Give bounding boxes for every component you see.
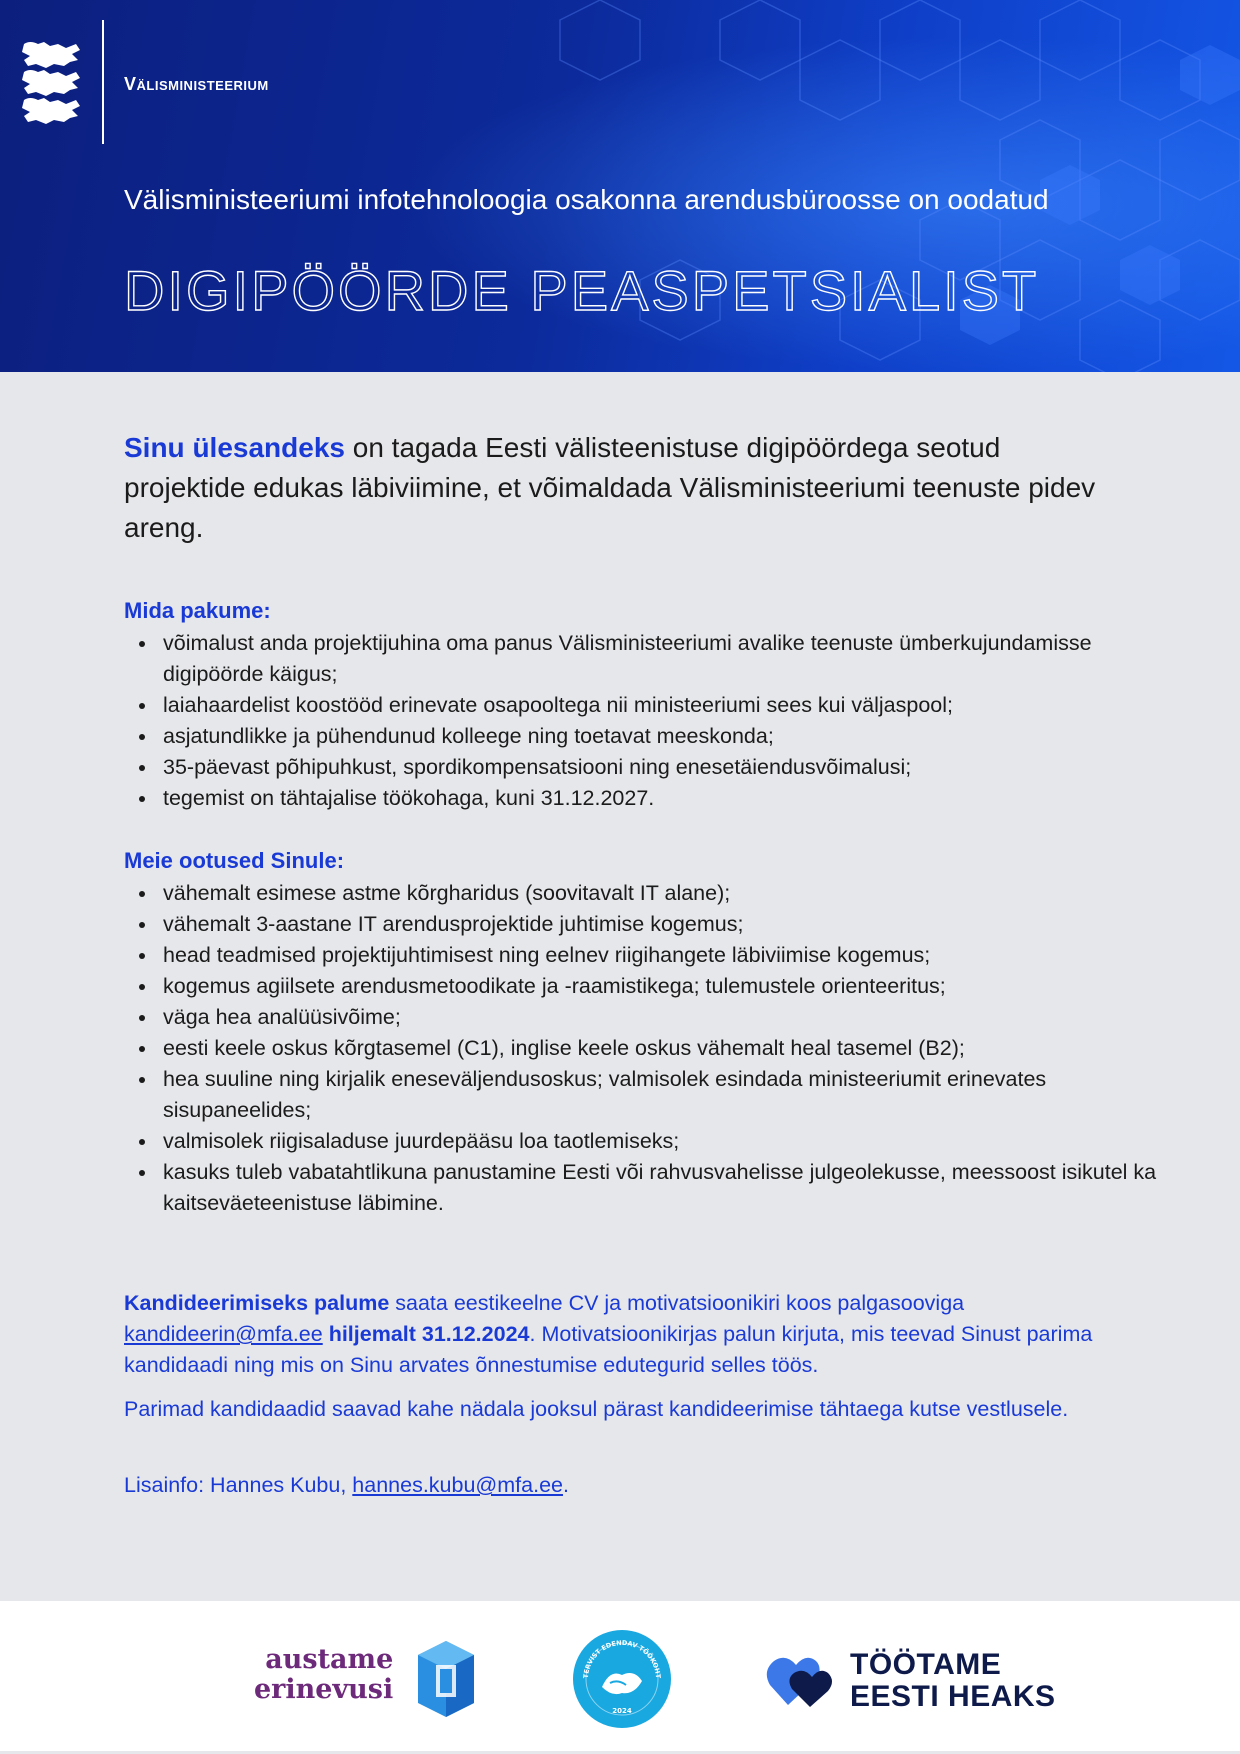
job-title: DIGIPÖÖRDE PEASPETSIALIST — [124, 259, 1040, 322]
tervist-edendav-tookoht-badge-icon — [572, 1629, 672, 1729]
apply-text-2: . Motivatsioonikirjas palun kirjuta, mis teevad Sinust parima kandidaadi ning mis on Sinu arvates õnnestumise edutegurid selles töös. — [124, 1322, 1093, 1377]
contact-email-link[interactable]: hannes.kubu@mfa.ee — [352, 1473, 563, 1497]
contact-suffix: . — [562, 1473, 569, 1497]
list-item: asjatundlikke ja pühendunud kolleege ning toetavat meeskonda; — [124, 721, 1164, 752]
apply-deadline: hiljemalt 31.12.2024 — [322, 1322, 530, 1346]
list-item: head teadmised projektijuhtimisest ning eelnev riigihangete läbiviimise kogemus; — [124, 940, 1164, 971]
list-item: tegemist on tähtajalise töökohaga, kuni 31.12.2027. — [124, 783, 1164, 814]
list-item: laiahaardelist koostööd erinevate osapooltega nii ministeeriumi sees kui väljaspool; — [124, 690, 1164, 721]
list-item: valmisolek riigisaladuse juurdepääsu loa taotlemiseks; — [124, 1126, 1164, 1157]
list-item: väga hea analüüsivõime; — [124, 1002, 1164, 1033]
tervist-label: TERVIST EDENDAV TÖÖKOHT — [581, 1638, 663, 1679]
list-item: vähemalt esimese astme kõrgharidus (soovitavalt IT alane); — [124, 878, 1164, 909]
list-item: võimalust anda projektijuhina oma panus Välisministeeriumi avalike teenuste ümberkujundamisse digipöörde käigus; — [124, 628, 1164, 690]
header-divider — [102, 20, 104, 144]
tootame-heart-icon — [766, 1649, 834, 1709]
apply-email-link[interactable]: kandideerin@mfa.ee — [124, 1322, 323, 1346]
intro-text: on tagada Eesti välisteenistuse digipöördega seotud projektide edukas läbiviimine, et võimaldada Välisministeeriumi teenuste pidev areng. — [124, 432, 1096, 543]
org-name: Välisministeerium — [124, 74, 269, 94]
list-item: 35-päevast põhipuhkust, spordikompensatsiooni ning enesetäiendusvõimalusi; — [124, 752, 1164, 783]
contact-prefix: Lisainfo: Hannes Kubu, — [124, 1473, 353, 1497]
expectations-heading: Meie ootused Sinule: — [124, 848, 345, 873]
intro-lead: Sinu ülesandeks — [124, 432, 345, 463]
list-item: vähemalt 3-aastane IT arendusprojektide juhtimise kogemus; — [124, 909, 1164, 940]
tootame-line1: TÖÖTAME — [850, 1648, 1002, 1681]
apply-lead: Kandideerimiseks palume — [124, 1291, 390, 1315]
austame-erinevusi-icon — [414, 1639, 478, 1719]
apply-text: saata eestikeelne CV ja motivatsioonikiri koos palgasooviga — [389, 1291, 965, 1315]
footer — [0, 1601, 1240, 1751]
header-subtitle: Välisministeeriumi infotehnoloogia osakonna arendusbüroosse on oodatud — [124, 184, 1049, 215]
header-banner — [0, 0, 1240, 372]
intro-paragraph — [124, 428, 1124, 548]
expectations-list — [124, 878, 1164, 1219]
list-item: eesti keele oskus kõrgtasemel (C1), inglise keele oskus vähemalt heal tasemel (B2); — [124, 1033, 1164, 1064]
austame-line2: erinevusi — [254, 1674, 394, 1705]
list-item: kasuks tuleb vabatahtlikuna panustamine Eesti või rahvusvahelisse julgeolekusse, meessoost isikutel ka kaitseväeteenistuse läbimine. — [124, 1157, 1164, 1219]
list-item: kogemus agiilsete arendusmetoodikate ja -raamistikega; tulemustele orienteeritus; — [124, 971, 1164, 1002]
offer-list — [124, 628, 1164, 814]
contact-paragraph — [124, 1470, 1144, 1501]
list-item: hea suuline ning kirjalik eneseväljendusoskus; valmisolek esindada ministeeriumit erinevates sisupaneelides; — [124, 1064, 1164, 1126]
tootame-line2: EESTI HEAKS — [850, 1680, 1056, 1713]
estonian-coat-of-arms-icon — [20, 38, 84, 124]
invite-paragraph: Parimad kandidaadid saavad kahe nädala jooksul pärast kandideerimise tähtaega kutse vestlusele. — [124, 1397, 1069, 1421]
apply-paragraph — [124, 1288, 1144, 1381]
offer-heading: Mida pakume: — [124, 598, 271, 623]
austame-erinevusi-logo-text — [254, 1645, 393, 1705]
austame-line1: austame — [265, 1644, 394, 1675]
tervist-year: 2024 — [612, 1707, 632, 1715]
tootame-eesti-heaks-logo-text — [850, 1649, 1056, 1713]
